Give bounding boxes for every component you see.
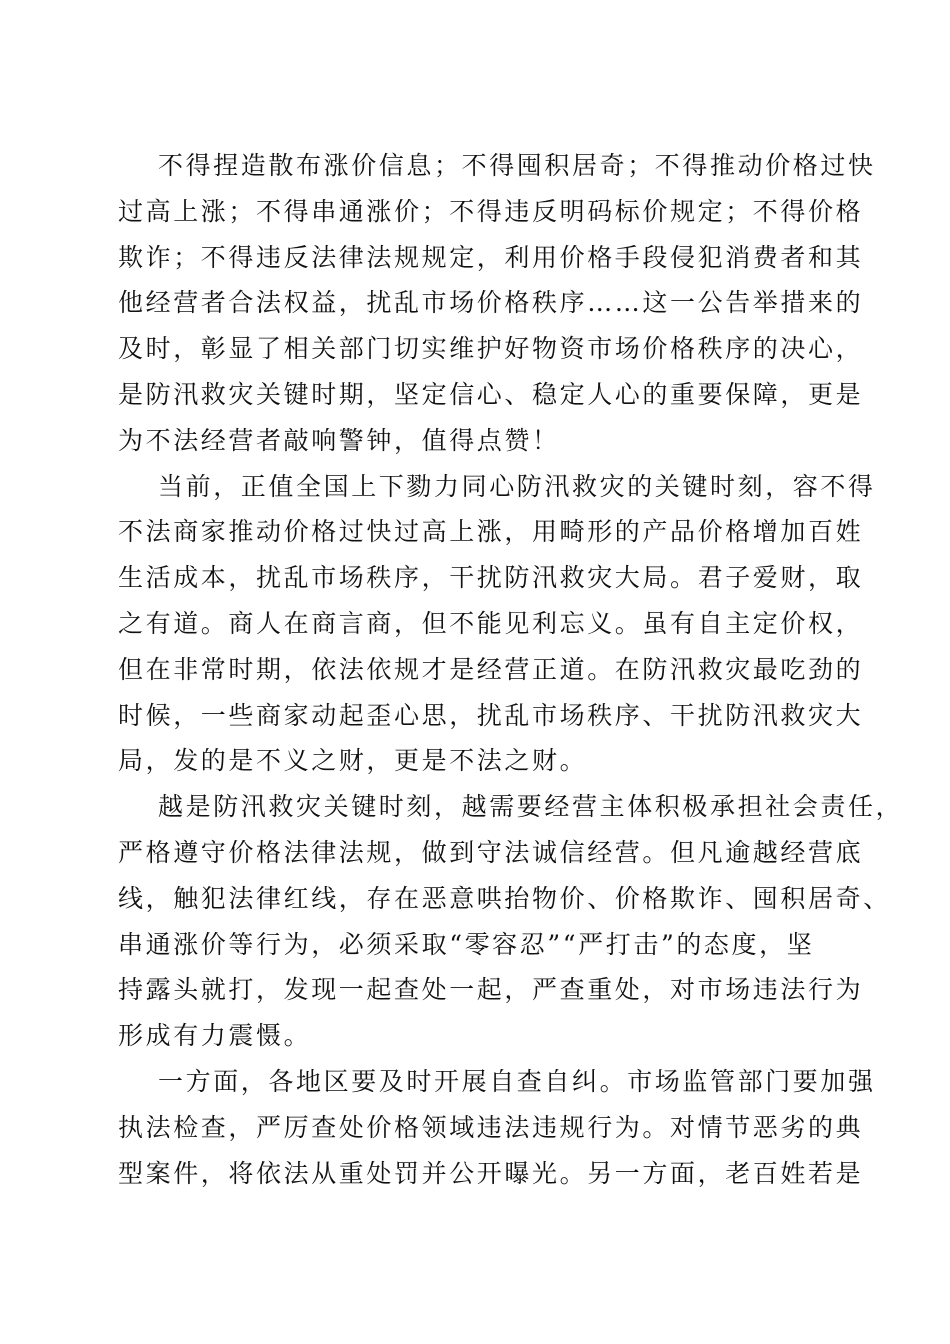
paragraph-1-line-2: 过高上涨；不得串通涨价；不得违反明码标价规定；不得价格 — [118, 196, 864, 226]
paragraph-2-line-1: 当前，正值全国上下勠力同心防汛救灾的关键时刻，容不得 — [158, 471, 876, 501]
paragraph-3-line-5: 持露头就打，发现一起查处一起，严查重处，对市场违法行为 — [118, 975, 864, 1005]
paragraph-2-line-3: 生活成本，扰乱市场秩序，干扰防汛救灾大局。君子爱财，取 — [118, 563, 864, 593]
paragraph-3-line-3: 线，触犯法律红线，存在恶意哄抬物价、价格欺诈、囤积居奇、 — [118, 883, 891, 913]
paragraph-2-line-5: 但在非常时期，依法依规才是经营正道。在防汛救灾最吃劲的 — [118, 654, 864, 684]
paragraph-1-line-7: 为不法经营者敲响警钟，值得点赞！ — [118, 425, 560, 455]
paragraph-3-line-1: 越是防汛救灾关键时刻，越需要经营主体积极承担社会责任， — [158, 792, 904, 822]
paragraph-4-line-2: 执法检查，严厉查处价格领域违法违规行为。对情节恶劣的典 — [118, 1112, 864, 1142]
paragraph-1-line-5: 及时，彰显了相关部门切实维护好物资市场价格秩序的决心， — [118, 334, 864, 364]
paragraph-4-line-1: 一方面，各地区要及时开展自查自纠。市场监管部门要加强 — [158, 1066, 876, 1096]
paragraph-3-line-2: 严格遵守价格法律法规，做到守法诚信经营。但凡逾越经营底 — [118, 837, 864, 867]
paragraph-2-line-4: 之有道。商人在商言商，但不能见利忘义。虽有自主定价权， — [118, 608, 864, 638]
paragraph-2-line-6: 时候，一些商家动起歪心思，扰乱市场秩序、干扰防汛救灾大 — [118, 700, 864, 730]
paragraph-3-line-4: 串通涨价等行为，必须采取“零容忍”“严打击”的态度，坚 — [118, 929, 815, 959]
paragraph-1-line-6: 是防汛救灾关键时期，坚定信心、稳定人心的重要保障，更是 — [118, 379, 864, 409]
paragraph-2-line-2: 不法商家推动价格过快过高上涨，用畸形的产品价格增加百姓 — [118, 517, 864, 547]
paragraph-3-line-6: 形成有力震慑。 — [118, 1021, 312, 1051]
article-body — [118, 143, 904, 1196]
paragraph-1-line-3: 欺诈；不得违反法律法规规定，利用价格手段侵犯消费者和其 — [118, 242, 864, 272]
paragraph-1-line-4: 他经营者合法权益，扰乱市场价格秩序……这一公告举措来的 — [118, 288, 864, 318]
paragraph-2-line-7: 局，发的是不义之财，更是不法之财。 — [118, 746, 588, 776]
paragraph-4-line-3: 型案件，将依法从重处罚并公开曝光。另一方面，老百姓若是 — [118, 1158, 864, 1188]
paragraph-1-line-1: 不得捏造散布涨价信息；不得囤积居奇；不得推动价格过快 — [158, 151, 876, 180]
